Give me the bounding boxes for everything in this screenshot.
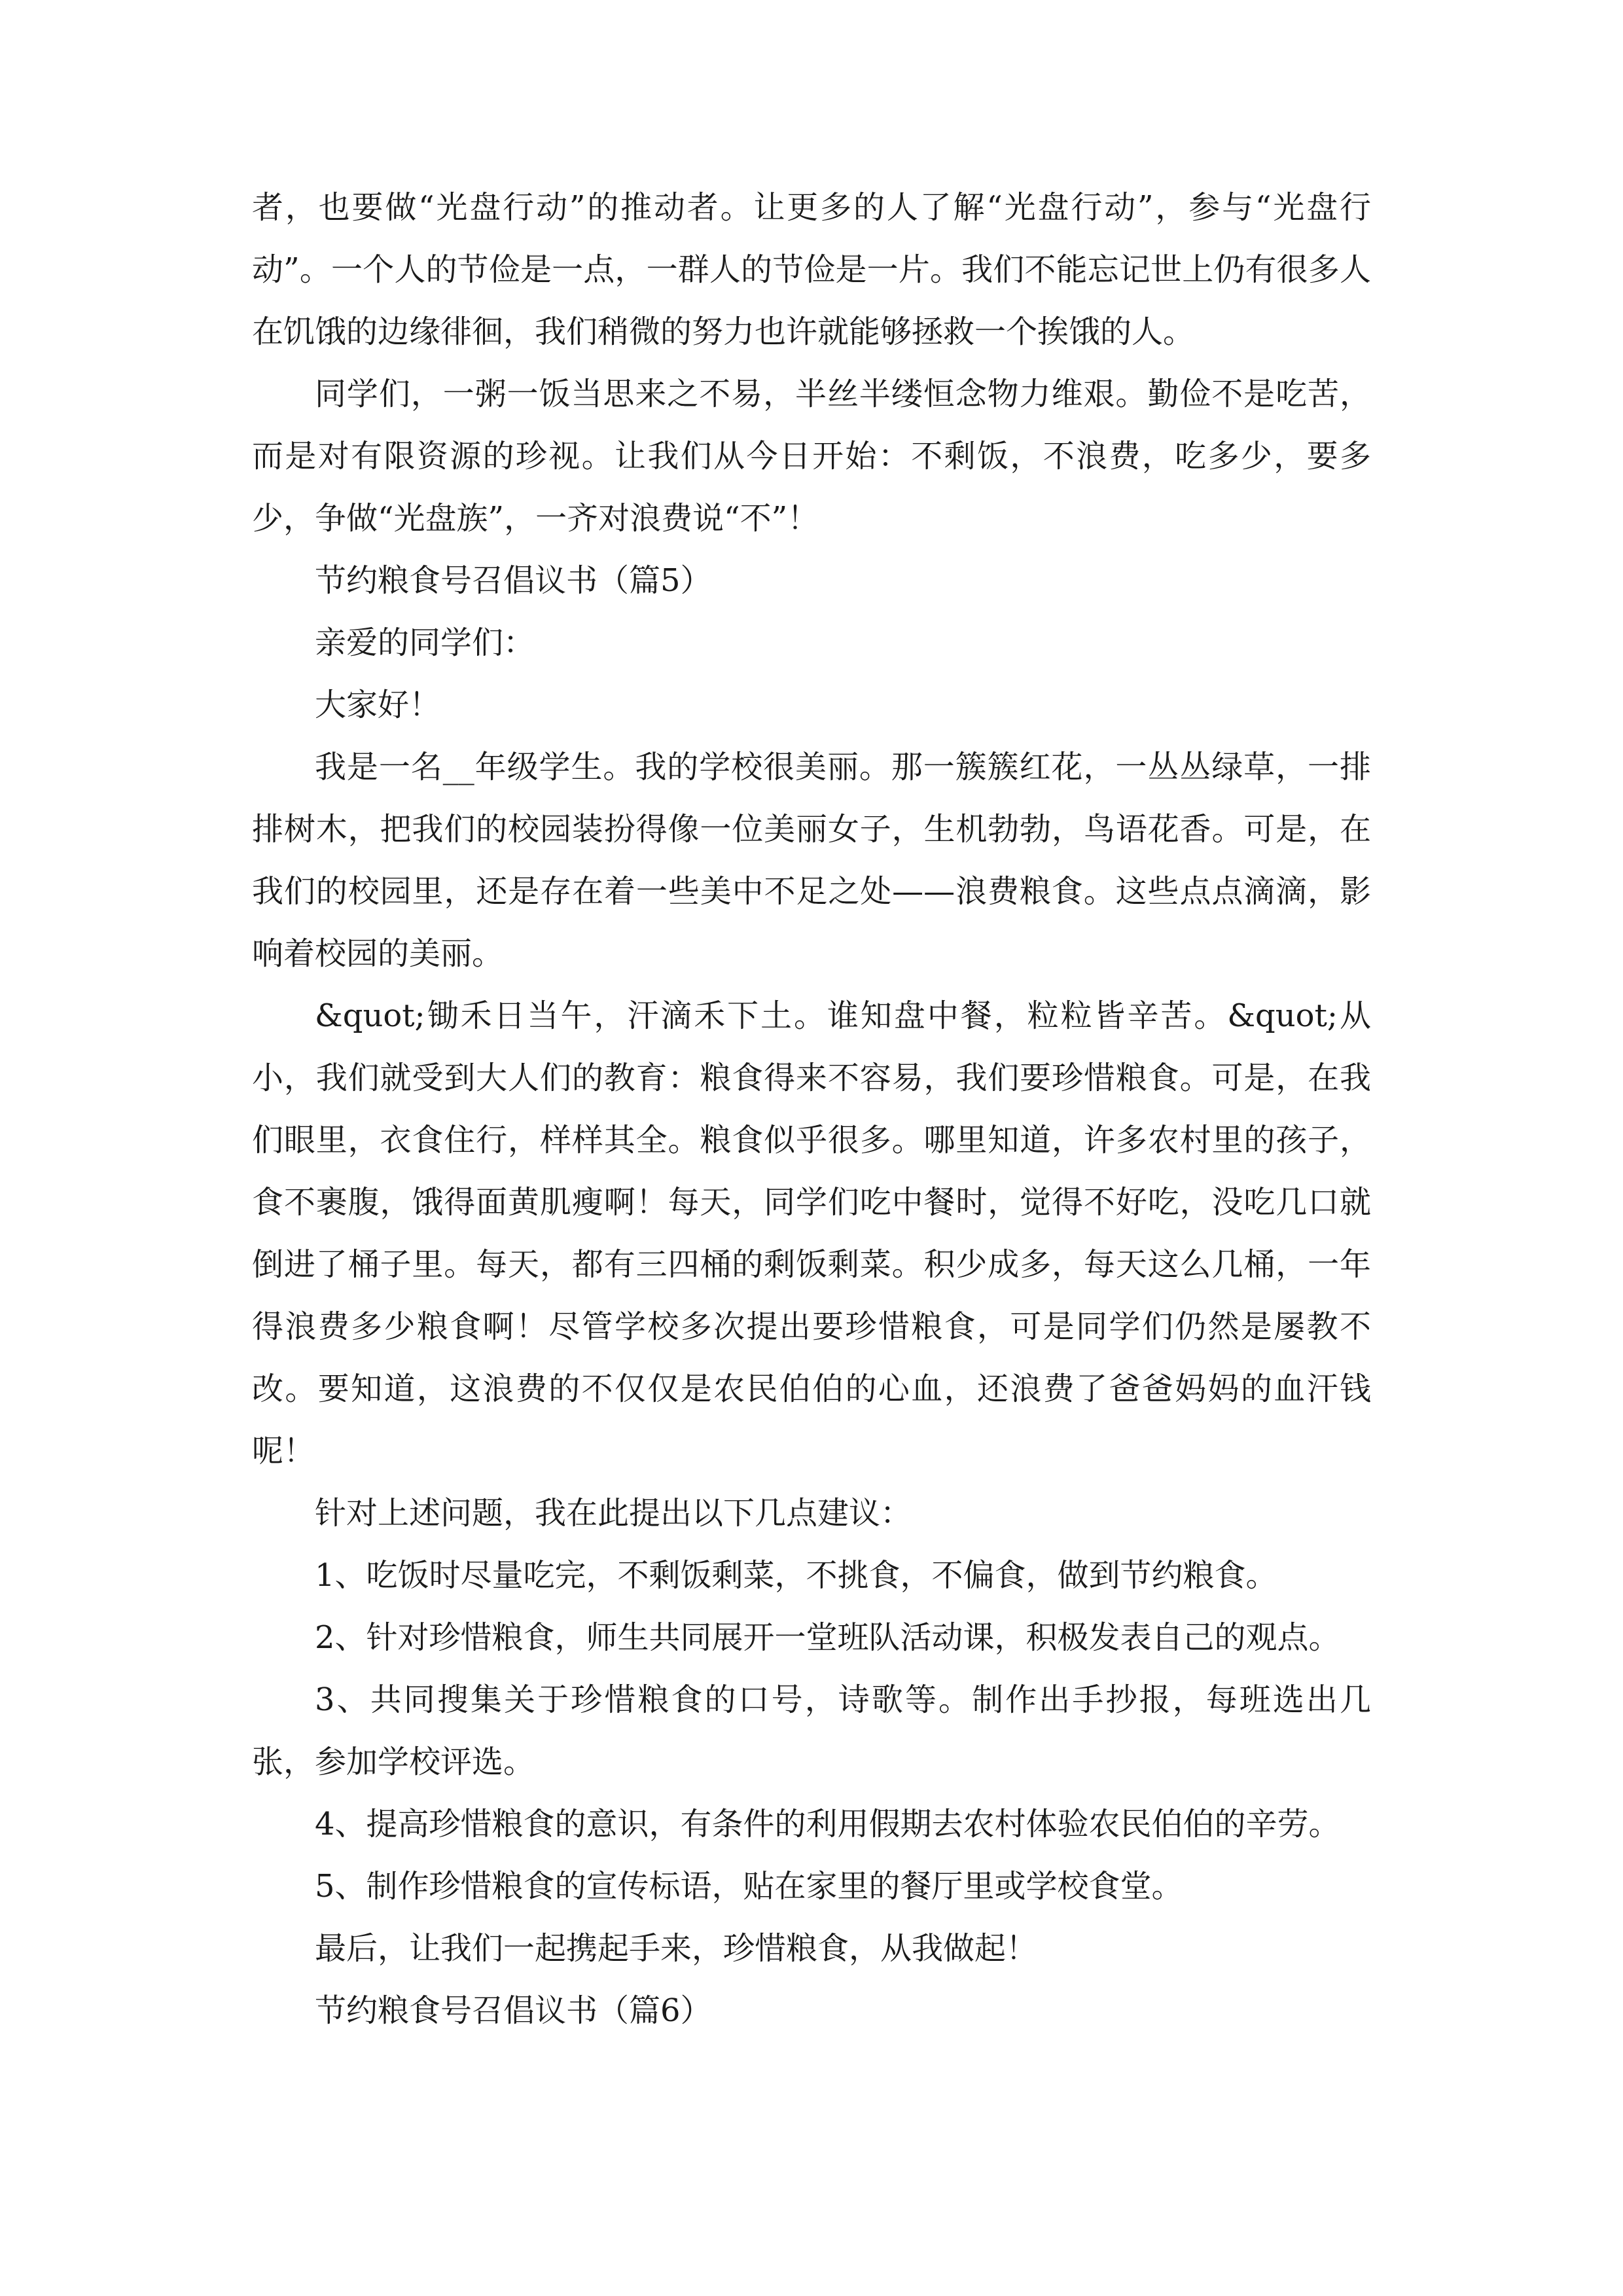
suggestion-item: 3、共同搜集关于珍惜粮食的口号，诗歌等。制作出手抄报，每班选出几张，参加学校评选。 <box>252 1681 1371 1780</box>
salutation: 亲爱的同学们： <box>315 624 535 661</box>
document-body <box>252 177 1371 2042</box>
paragraph-conclusion: 最后，让我们一起携起手来，珍惜粮食，从我做起！ <box>315 1930 1038 1967</box>
paragraph-problem: &quot;锄禾日当午，汗滴禾下土。谁知盘中餐，粒粒皆辛苦。&quot;从小，我们就受到大人们的教育：粮食得来不容易，我们要珍惜粮食。可是，在我们眼里，衣食住行，样样其全。粮食似乎很多。哪里知道，许多农村里的孩子，食不裹腹，饿得面黄肌瘦啊！每天，同学们吃中餐时，觉得不好吃，没吃几口就倒进了桶子里。每天，都有三四桶的剩饭剩菜。积少成多，每天这么几桶，一年得浪费多少粮食啊！尽管学校多次提出要珍惜粮食，可是同学们仍然是屡教不改。要知道，这浪费的不仅仅是农民伯伯的心血，还浪费了爸爸妈妈的血汗钱呢！ <box>252 997 1371 1469</box>
greeting: 大家好！ <box>315 687 441 723</box>
section-heading-5: 节约粮食号召倡议书（篇5） <box>315 562 712 599</box>
paragraph-continued: 者，也要做“光盘行动”的推动者。让更多的人了解“光盘行动”，参与“光盘行动”。一个人的节俭是一点，一群人的节俭是一片。我们不能忘记世上仍有很多人在饥饿的边缘徘徊，我们稍微的努力也许就能够拯救一个挨饿的人。 <box>252 189 1371 350</box>
section-heading-6: 节约粮食号召倡议书（篇6） <box>315 1992 712 2029</box>
suggestions-intro: 针对上述问题，我在此提出以下几点建议： <box>315 1495 912 1532</box>
suggestion-item: 4、提高珍惜粮食的意识，有条件的利用假期去农村体验农民伯伯的辛劳。 <box>315 1806 1340 1842</box>
suggestion-item: 2、针对珍惜粮食，师生共同展开一堂班队活动课，积极发表自己的观点。 <box>315 1619 1340 1656</box>
suggestion-item: 5、制作珍惜粮食的宣传标语，贴在家里的餐厅里或学校食堂。 <box>315 1868 1183 1905</box>
paragraph-closing-appeal: 同学们，一粥一饭当思来之不易，半丝半缕恒念物力维艰。勤俭不是吃苦，而是对有限资源的珍视。让我们从今日开始：不剩饭，不浪费，吃多少，要多少，争做“光盘族”，一齐对浪费说“不”！ <box>252 376 1371 537</box>
suggestion-item: 1、吃饭时尽量吃完，不剩饭剩菜，不挑食，不偏食，做到节约粮食。 <box>315 1557 1277 1594</box>
paragraph-introduction: 我是一名__年级学生。我的学校很美丽。那一簇簇红花，一丛丛绿草，一排排树木，把我们的校园装扮得像一位美丽女子，生机勃勃，鸟语花香。可是，在我们的校园里，还是存在着一些美中不足之处——浪费粮食。这些点点滴滴，影响着校园的美丽。 <box>252 749 1371 972</box>
